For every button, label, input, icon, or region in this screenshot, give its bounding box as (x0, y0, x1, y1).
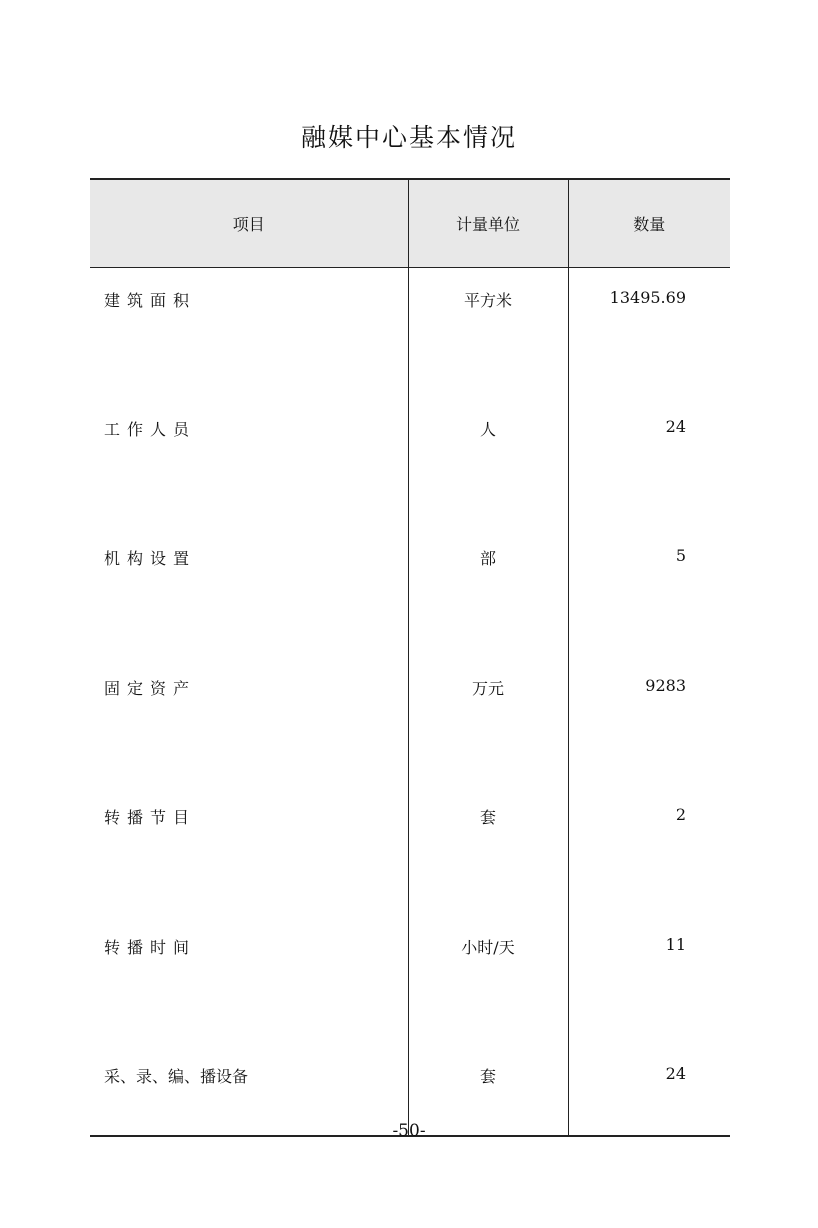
table-body (90, 267, 730, 1136)
table-header (90, 179, 730, 267)
table-row (90, 915, 730, 1045)
unit-cell: 小时/天 (408, 915, 568, 1045)
item-cell: 转播节目 (104, 808, 197, 827)
quantity-cell: 13495.69 (568, 267, 730, 397)
item-cell: 固定资产 (104, 678, 197, 698)
unit-cell: 套 (408, 785, 568, 915)
item-cell: 采、录、编、播设备 (90, 1044, 408, 1136)
table-row (90, 397, 730, 527)
table-row (90, 267, 730, 397)
table-row (90, 785, 730, 915)
table-row (90, 656, 730, 786)
unit-cell: 平方米 (408, 267, 568, 397)
quantity-cell: 24 (568, 1044, 730, 1136)
column-header-quantity: 数量 (568, 179, 730, 267)
column-header-item: 项目 (90, 179, 408, 267)
item-cell: 建筑面积 (104, 290, 197, 310)
unit-cell: 万元 (408, 656, 568, 786)
item-cell: 工作人员 (104, 419, 197, 439)
basic-info-table-container (90, 178, 730, 1137)
quantity-cell: 24 (568, 397, 730, 527)
quantity-cell: 5 (568, 526, 730, 656)
item-cell: 转播时间 (104, 937, 197, 957)
unit-cell: 套 (408, 1044, 568, 1136)
basic-info-table (90, 178, 730, 1137)
column-header-unit: 计量单位 (408, 179, 568, 267)
quantity-cell: 9283 (568, 656, 730, 786)
page-number: -50- (392, 1121, 426, 1141)
unit-cell: 人 (408, 397, 568, 527)
table-header-row (90, 179, 730, 267)
quantity-cell: 2 (568, 785, 730, 915)
quantity-cell: 11 (568, 915, 730, 1045)
table-row (90, 526, 730, 656)
page-title: 融媒中心基本情况 (300, 123, 517, 152)
unit-cell: 部 (408, 526, 568, 656)
item-cell: 机构设置 (104, 549, 197, 568)
